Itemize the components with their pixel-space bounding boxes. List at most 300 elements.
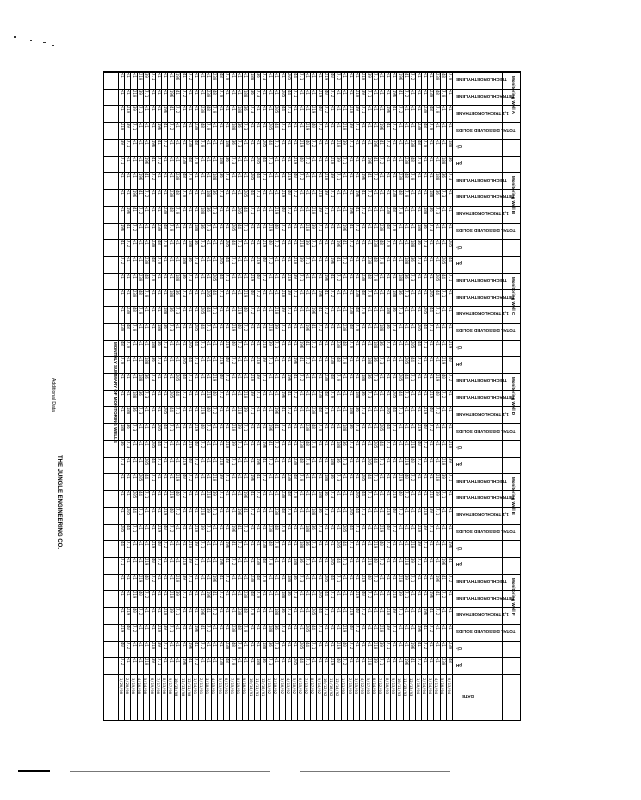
table-cell: 7.1 xyxy=(391,624,397,633)
table-cell: <1 xyxy=(305,273,311,279)
table-cell: 7.2 xyxy=(218,591,224,599)
table-cell: <1 xyxy=(138,123,144,128)
table-cell: 188 xyxy=(162,307,168,315)
table-cell: <1 xyxy=(311,273,317,279)
table-cell: <1 xyxy=(193,273,199,279)
table-cell: <1 xyxy=(268,407,274,413)
table-cell: 41 xyxy=(292,374,298,379)
table-cell: <1 xyxy=(379,491,385,496)
table-cell: <1 xyxy=(274,390,280,396)
table-cell: 230 xyxy=(169,190,175,198)
table-cell: <1 xyxy=(187,323,193,329)
table-cell: <1 xyxy=(441,123,447,128)
row-date: 2/15/93 xyxy=(347,678,353,695)
table-cell: <1 xyxy=(416,507,422,513)
table-cell: <1 xyxy=(373,89,379,95)
table-cell: <1 xyxy=(379,407,385,413)
table-cell: <1 xyxy=(132,173,138,179)
table-cell: 39 xyxy=(385,624,391,630)
table-cell: 205 xyxy=(138,474,144,482)
table-cell: <1 xyxy=(348,357,354,363)
table-cell: 41 xyxy=(323,290,329,296)
table-cell: 7.0 xyxy=(132,323,138,332)
date-header: DATE xyxy=(462,694,474,699)
table-cell: 196 xyxy=(255,457,261,465)
table-cell: <1 xyxy=(206,541,212,547)
table-cell: 44 xyxy=(218,273,224,279)
table-cell: <1 xyxy=(441,307,447,312)
table-cell: <1 xyxy=(144,507,150,513)
table-cell: 188 xyxy=(243,89,249,97)
table-cell: 41 xyxy=(391,106,397,112)
table-cell: <1 xyxy=(175,123,181,128)
table-cell: 7.0 xyxy=(119,357,125,365)
table-cell: 44 xyxy=(175,390,181,396)
table-cell: 44 xyxy=(305,641,311,647)
table-cell: <1 xyxy=(286,340,292,346)
table-cell: <1 xyxy=(162,273,168,279)
table-cell: 7.0 xyxy=(206,123,212,131)
table-cell: 7.1 xyxy=(379,457,385,465)
table-cell: 230 xyxy=(181,156,187,164)
table-cell: <1 xyxy=(268,89,274,95)
table-cell: <1 xyxy=(391,156,397,162)
table-cell: 48 xyxy=(336,357,342,363)
table-cell: 7.1 xyxy=(435,507,441,515)
table-cell: <1 xyxy=(311,491,317,496)
table-cell: 7.2 xyxy=(212,608,218,616)
table-cell: <1 xyxy=(249,424,255,429)
table-cell: <1 xyxy=(410,390,416,396)
table-cell: 7.3 xyxy=(441,190,447,198)
table-cell: 7.2 xyxy=(305,156,311,164)
table-cell: 196 xyxy=(342,223,348,231)
table-cell: 7.1 xyxy=(138,507,144,515)
table-cell: <1 xyxy=(206,641,212,647)
table-cell: <1 xyxy=(329,106,335,112)
table-cell: 7.1 xyxy=(342,156,348,164)
table-cell: <1 xyxy=(422,474,428,480)
table-cell: <1 xyxy=(206,658,212,664)
table-cell: <1 xyxy=(175,156,181,162)
table-cell: <1 xyxy=(305,173,311,179)
table-cell: <1 xyxy=(329,407,335,413)
table-cell: 7.2 xyxy=(342,658,348,666)
table-cell: 7.2 xyxy=(416,658,422,666)
table-cell: <1 xyxy=(261,390,267,396)
table-cell: <1 xyxy=(354,357,360,363)
table-cell: <1 xyxy=(410,106,416,112)
table-cell: 44 xyxy=(286,89,292,95)
table-cell: 7.1 xyxy=(336,173,342,181)
table-cell: <1 xyxy=(243,139,249,145)
table-cell: <1 xyxy=(132,440,138,446)
column-header: Cl- xyxy=(456,645,462,651)
table-cell: <1 xyxy=(218,323,224,329)
table-cell: 40 xyxy=(354,608,360,613)
table-cell: <1 xyxy=(441,323,447,329)
table-cell: 36 xyxy=(299,557,305,563)
row-divider xyxy=(341,72,342,720)
table-cell: 205 xyxy=(416,323,422,332)
table-cell: 36 xyxy=(181,273,187,279)
table-cell: 40 xyxy=(428,407,434,413)
table-cell: 210 xyxy=(379,624,385,633)
table-cell: 7.1 xyxy=(416,357,422,365)
table-cell: 230 xyxy=(329,357,335,365)
table-cell: <1 xyxy=(286,624,292,630)
table-cell: <1 xyxy=(367,641,373,647)
table-cell: <1 xyxy=(274,256,280,262)
table-cell: 7.1 xyxy=(274,139,280,148)
table-cell: <1 xyxy=(125,156,131,162)
row-date: 2/11/91 xyxy=(199,678,205,695)
table-cell: 188 xyxy=(422,206,428,214)
table-cell: 230 xyxy=(162,206,168,214)
table-cell: 7.0 xyxy=(379,256,385,265)
table-cell: <1 xyxy=(367,139,373,145)
table-cell: 219 xyxy=(206,390,212,398)
table-cell: <1 xyxy=(385,591,391,597)
table-cell: 205 xyxy=(354,491,360,499)
table-cell: 7.0 xyxy=(354,323,360,332)
table-cell: <1 xyxy=(441,507,447,513)
table-cell: <1 xyxy=(435,440,441,446)
table-cell: 39 xyxy=(162,624,168,630)
table-cell: 41 xyxy=(286,390,292,396)
table-cell: 44 xyxy=(447,256,453,262)
table-cell: 196 xyxy=(286,374,292,382)
table-cell: <1 xyxy=(144,206,150,212)
table-cell: 36 xyxy=(144,374,150,379)
table-cell: 7.2 xyxy=(138,608,144,616)
table-cell: <1 xyxy=(249,156,255,162)
table-cell: 39 xyxy=(404,574,410,580)
table-cell: 7.1 xyxy=(435,307,441,315)
table-cell: 7.1 xyxy=(125,139,131,148)
table-cell: 7.1 xyxy=(317,223,323,231)
table-cell: <1 xyxy=(280,156,286,162)
table-cell: <1 xyxy=(428,139,434,145)
table-cell: 39 xyxy=(138,89,144,95)
table-cell: 7.1 xyxy=(162,641,168,649)
table-cell: <1 xyxy=(169,557,175,563)
table-cell: <1 xyxy=(299,89,305,95)
table-cell: 219 xyxy=(193,424,199,432)
table-cell: 36 xyxy=(373,357,379,363)
table-cell: <1 xyxy=(311,357,317,363)
table-cell: <1 xyxy=(138,524,144,530)
table-cell: 7.3 xyxy=(206,223,212,231)
table-cell: 36 xyxy=(342,440,348,446)
row-divider xyxy=(353,72,354,720)
table-cell: 188 xyxy=(367,357,373,365)
table-cell: 7.2 xyxy=(156,156,162,164)
table-cell: <1 xyxy=(311,190,317,195)
table-cell: 7.2 xyxy=(156,557,162,566)
table-cell: 7.1 xyxy=(212,307,218,315)
table-cell: 7.2 xyxy=(305,357,311,365)
table-cell: 7.1 xyxy=(441,491,447,499)
table-cell: <1 xyxy=(237,390,243,396)
table-cell: <1 xyxy=(367,424,373,429)
table-cell: 205 xyxy=(231,223,237,231)
table-cell: 40 xyxy=(150,557,156,563)
table-cell: <1 xyxy=(144,240,150,246)
table-cell: 196 xyxy=(243,491,249,499)
table-cell: <1 xyxy=(317,73,323,78)
table-cell: 230 xyxy=(132,290,138,298)
table-cell: 230 xyxy=(441,658,447,666)
table-cell: <1 xyxy=(187,123,193,128)
table-cell: 210 xyxy=(342,123,348,131)
table-cell: 36 xyxy=(169,307,175,312)
table-cell: <1 xyxy=(218,624,224,630)
column-header: 1,1 TRICHLOROETHANE xyxy=(456,612,509,618)
table-cell: <1 xyxy=(373,206,379,212)
table-cell: 210 xyxy=(125,106,131,114)
table-cell: <1 xyxy=(348,374,354,379)
table-cell: 7.2 xyxy=(311,340,317,348)
table-cell: <1 xyxy=(348,273,354,279)
row-date: 4/13/92 xyxy=(285,678,291,695)
table-cell: 48 xyxy=(119,340,125,346)
table-cell: <1 xyxy=(218,206,224,212)
table-cell: <1 xyxy=(292,424,298,429)
table-cell: 210 xyxy=(212,474,218,482)
table-cell: <1 xyxy=(299,424,305,429)
table-cell: 188 xyxy=(274,608,280,616)
row-date: 12/16/91 xyxy=(260,678,266,697)
table-cell: <1 xyxy=(286,223,292,229)
table-cell: <1 xyxy=(119,608,125,613)
table-cell: <1 xyxy=(385,390,391,396)
table-cell: 7.1 xyxy=(261,374,267,382)
table-cell: <1 xyxy=(187,290,193,296)
table-cell: 230 xyxy=(200,106,206,114)
table-cell: <1 xyxy=(385,173,391,179)
table-cell: <1 xyxy=(274,591,280,597)
table-cell: <1 xyxy=(200,374,206,379)
row-date: 1/11/93 xyxy=(341,678,347,695)
table-cell: <1 xyxy=(367,407,373,413)
table-cell: 7.2 xyxy=(404,491,410,499)
table-cell: <1 xyxy=(181,240,187,246)
table-cell: 44 xyxy=(268,139,274,145)
table-cell: 7.1 xyxy=(249,206,255,214)
table-cell: 205 xyxy=(206,290,212,298)
table-cell: 7.1 xyxy=(231,256,237,265)
table-cell: <1 xyxy=(292,240,298,246)
table-cell: 196 xyxy=(379,123,385,131)
table-cell: <1 xyxy=(237,374,243,379)
table-cell: <1 xyxy=(311,374,317,379)
table-cell: <1 xyxy=(249,323,255,329)
table-cell: <1 xyxy=(329,323,335,329)
table-cell: <1 xyxy=(255,507,261,513)
table-cell: <1 xyxy=(268,173,274,179)
table-cell: <1 xyxy=(305,491,311,496)
row-divider xyxy=(390,72,391,720)
table-cell: 230 xyxy=(305,424,311,432)
table-cell: <1 xyxy=(342,591,348,597)
table-cell: <1 xyxy=(385,89,391,95)
table-cell: <1 xyxy=(428,457,434,463)
table-cell: <1 xyxy=(280,256,286,262)
table-cell: 39 xyxy=(268,340,274,346)
table-cell: 219 xyxy=(125,608,131,616)
table-cell: 7.2 xyxy=(379,557,385,566)
table-cell: <1 xyxy=(441,524,447,530)
table-cell: <1 xyxy=(428,357,434,363)
table-cell: 36 xyxy=(367,374,373,379)
table-cell: <1 xyxy=(175,641,181,647)
table-cell: <1 xyxy=(181,323,187,329)
table-cell: <1 xyxy=(243,557,249,563)
row-date: 6/13/94 xyxy=(446,678,452,695)
table-cell: <1 xyxy=(329,440,335,446)
table-cell: <1 xyxy=(342,206,348,212)
table-cell: 41 xyxy=(336,256,342,262)
table-cell: <1 xyxy=(268,491,274,496)
table-cell: <1 xyxy=(348,256,354,262)
table-cell: 7.3 xyxy=(224,173,230,181)
table-cell: <1 xyxy=(286,323,292,329)
table-cell: 188 xyxy=(138,374,144,382)
table-cell: <1 xyxy=(373,106,379,112)
table-cell: <1 xyxy=(435,156,441,162)
table-cell: <1 xyxy=(119,474,125,480)
table-cell: <1 xyxy=(212,457,218,463)
table-cell: 188 xyxy=(292,557,298,566)
table-cell: 188 xyxy=(299,541,305,549)
table-cell: 7.2 xyxy=(224,374,230,382)
table-cell: 7.3 xyxy=(132,424,138,432)
table-cell: <1 xyxy=(323,139,329,145)
table-cell: 7.1 xyxy=(280,123,286,131)
table-cell: <1 xyxy=(428,557,434,563)
table-cell: 7.2 xyxy=(200,641,206,649)
table-cell: <1 xyxy=(404,106,410,112)
table-cell: 39 xyxy=(360,89,366,95)
table-cell: <1 xyxy=(422,73,428,78)
footer-rule xyxy=(18,770,50,772)
table-cell: <1 xyxy=(150,290,156,296)
table-cell: 48 xyxy=(255,574,261,580)
table-cell: <1 xyxy=(169,173,175,179)
table-cell: <1 xyxy=(162,591,168,597)
table-cell: <1 xyxy=(404,323,410,329)
table-cell: 205 xyxy=(156,424,162,432)
table-cell: 7.3 xyxy=(125,440,131,449)
table-cell: <1 xyxy=(317,658,323,664)
table-cell: 196 xyxy=(162,106,168,114)
table-cell: <1 xyxy=(441,206,447,212)
table-cell: <1 xyxy=(435,557,441,563)
table-cell: 48 xyxy=(132,307,138,312)
table-cell: <1 xyxy=(317,173,323,179)
table-cell: <1 xyxy=(243,658,249,664)
table-cell: 41 xyxy=(367,173,373,179)
table-cell: 39 xyxy=(342,139,348,145)
table-cell: <1 xyxy=(206,574,212,580)
table-cell: 48 xyxy=(144,273,150,279)
table-cell: 7.3 xyxy=(404,290,410,298)
table-cell: 7.2 xyxy=(218,390,224,398)
table-cell: <1 xyxy=(305,89,311,95)
table-cell: 205 xyxy=(280,89,286,97)
table-cell: <1 xyxy=(435,123,441,128)
table-cell: 7.2 xyxy=(360,206,366,214)
table-cell: 7.1 xyxy=(224,273,230,281)
row-date: 11/11/91 xyxy=(254,678,260,697)
table-cell: <1 xyxy=(132,273,138,279)
table-cell: 7.1 xyxy=(268,357,274,365)
table-cell: <1 xyxy=(410,223,416,229)
table-cell: 230 xyxy=(416,123,422,131)
column-header: TOTAL DISSOLVED SOLIDS xyxy=(456,428,516,434)
table-cell: 48 xyxy=(416,139,422,145)
table-cell: 210 xyxy=(274,307,280,315)
table-cell: <1 xyxy=(274,574,280,580)
table-cell: <1 xyxy=(410,206,416,212)
table-cell: <1 xyxy=(447,223,453,229)
table-cell: <1 xyxy=(329,424,335,429)
table-cell: 7.3 xyxy=(367,390,373,398)
table-cell: 230 xyxy=(435,73,441,81)
table-cell: <1 xyxy=(416,491,422,496)
table-cell: 188 xyxy=(360,374,366,382)
table-cell: <1 xyxy=(391,440,397,446)
table-cell: 48 xyxy=(138,290,144,296)
table-cell: <1 xyxy=(367,240,373,246)
table-cell: <1 xyxy=(268,608,274,613)
table-cell: 196 xyxy=(200,608,206,616)
table-cell: <1 xyxy=(317,357,323,363)
table-cell: 41 xyxy=(169,106,175,112)
table-cell: 196 xyxy=(181,658,187,666)
table-cell: <1 xyxy=(200,457,206,463)
table-cell: 41 xyxy=(416,641,422,647)
table-cell: <1 xyxy=(354,557,360,563)
table-cell: <1 xyxy=(398,457,404,463)
table-cell: <1 xyxy=(398,524,404,530)
table-cell: <1 xyxy=(231,290,237,296)
table-cell: 219 xyxy=(329,658,335,666)
table-cell: <1 xyxy=(280,457,286,463)
table-cell: 7.0 xyxy=(268,557,274,566)
table-cell: <1 xyxy=(391,139,397,145)
table-cell: <1 xyxy=(354,273,360,279)
table-cell: 7.1 xyxy=(125,541,131,549)
table-cell: <1 xyxy=(416,390,422,396)
table-cell: <1 xyxy=(144,123,150,128)
table-cell: <1 xyxy=(249,658,255,664)
table-cell: 196 xyxy=(373,139,379,148)
table-cell: <1 xyxy=(125,491,131,496)
column-header: pH xyxy=(456,662,462,668)
table-cell: 196 xyxy=(119,223,125,231)
table-cell: <1 xyxy=(224,407,230,413)
table-cell: 44 xyxy=(187,357,193,363)
table-cell: 36 xyxy=(348,424,354,429)
table-cell: <1 xyxy=(156,290,162,296)
table-cell: 7.0 xyxy=(237,641,243,649)
table-cell: <1 xyxy=(416,307,422,312)
column-header: pH xyxy=(456,361,462,367)
table-cell: 39 xyxy=(249,390,255,396)
table-cell: <1 xyxy=(274,190,280,195)
